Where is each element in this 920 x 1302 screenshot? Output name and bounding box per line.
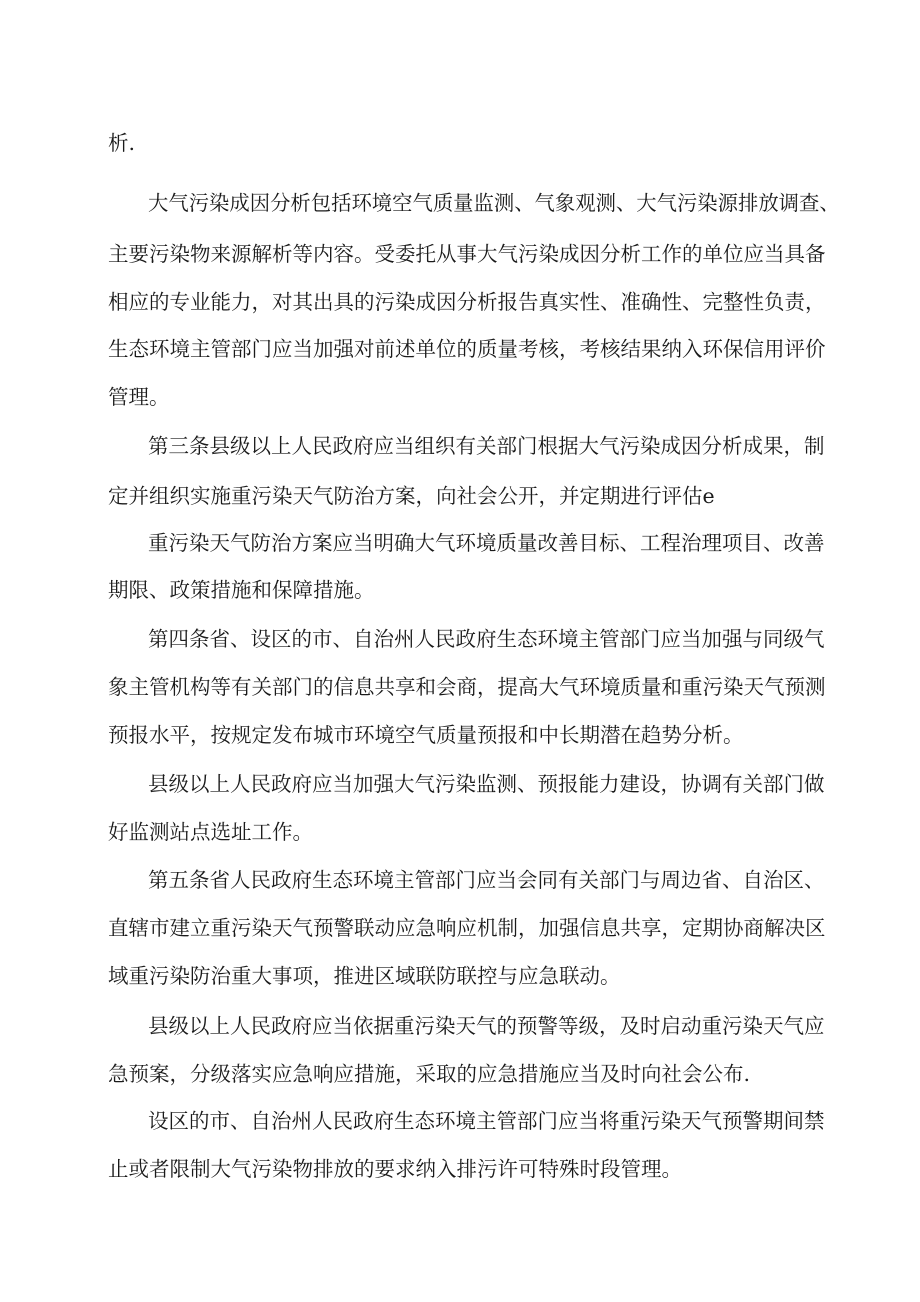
text-line: 期限、政策措施和保障措施。	[108, 578, 375, 602]
text-line: 止或者限制大气污染物排放的要求纳入排污许可特殊时段管理。	[108, 1157, 682, 1181]
text-line: 定并组织实施重污染天气防治方案，向社会公开，并定期进行评估e	[108, 484, 715, 508]
text-line: 重污染天气防治方案应当明确大气环境质量改善目标、工程治理项目、改善	[148, 531, 825, 555]
text-line: 第三条县级以上人民政府应当组织有关部门根据大气污染成因分析成果，制	[148, 434, 825, 458]
text-line: 第四条省、设区的市、自治州人民政府生态环境主管部门应当加强与同级气	[148, 627, 825, 651]
text-line: 预报水平，按规定发布城市环境空气质量预报和中长期潜在趋势分析。	[108, 723, 744, 747]
text-line: 域重污染防治重大事项，推进区域联防联控与应急联动。	[108, 964, 621, 988]
text-line: 设区的市、自治州人民政府生态环境主管部门应当将重污染天气预警期间禁	[148, 1109, 825, 1133]
text-line: 相应的专业能力，对其出具的污染成因分析报告真实性、准确性、完整性负责，	[108, 290, 826, 314]
text-line: 县级以上人民政府应当加强大气污染监测、预报能力建设，协调有关部门做	[148, 772, 825, 796]
text-line: 直辖市建立重污染天气预警联动应急响应机制，加强信息共享，定期协商解决区	[108, 916, 826, 940]
text-line: 急预案，分级落实应急响应措施，采取的应急措施应当及时向社会公布.	[108, 1062, 751, 1086]
text-line: 大气污染成因分析包括环境空气质量监测、气象观测、大气污染源排放调查、	[148, 191, 840, 215]
text-line: 管理。	[108, 385, 170, 409]
text-line: 县级以上人民政府应当依据重污染天气的预警等级，及时启动重污染天气应	[148, 1014, 825, 1038]
text-line: 好监测站点选址工作。	[108, 820, 313, 844]
text-line: 主要污染物来源解析等内容。受委托从事大气污染成因分析工作的单位应当具备	[108, 242, 826, 266]
text-line: 象主管机构等有关部门的信息共享和会商，提高大气环境质量和重污染天气预测	[108, 675, 826, 699]
text-line: 第五条省人民政府生态环境主管部门应当会同有关部门与周边省、自治区、	[148, 868, 825, 892]
text-line: 析.	[108, 131, 136, 155]
text-line: 生态环境主管部门应当加强对前述单位的质量考核，考核结果纳入环保信用评价	[108, 337, 826, 361]
